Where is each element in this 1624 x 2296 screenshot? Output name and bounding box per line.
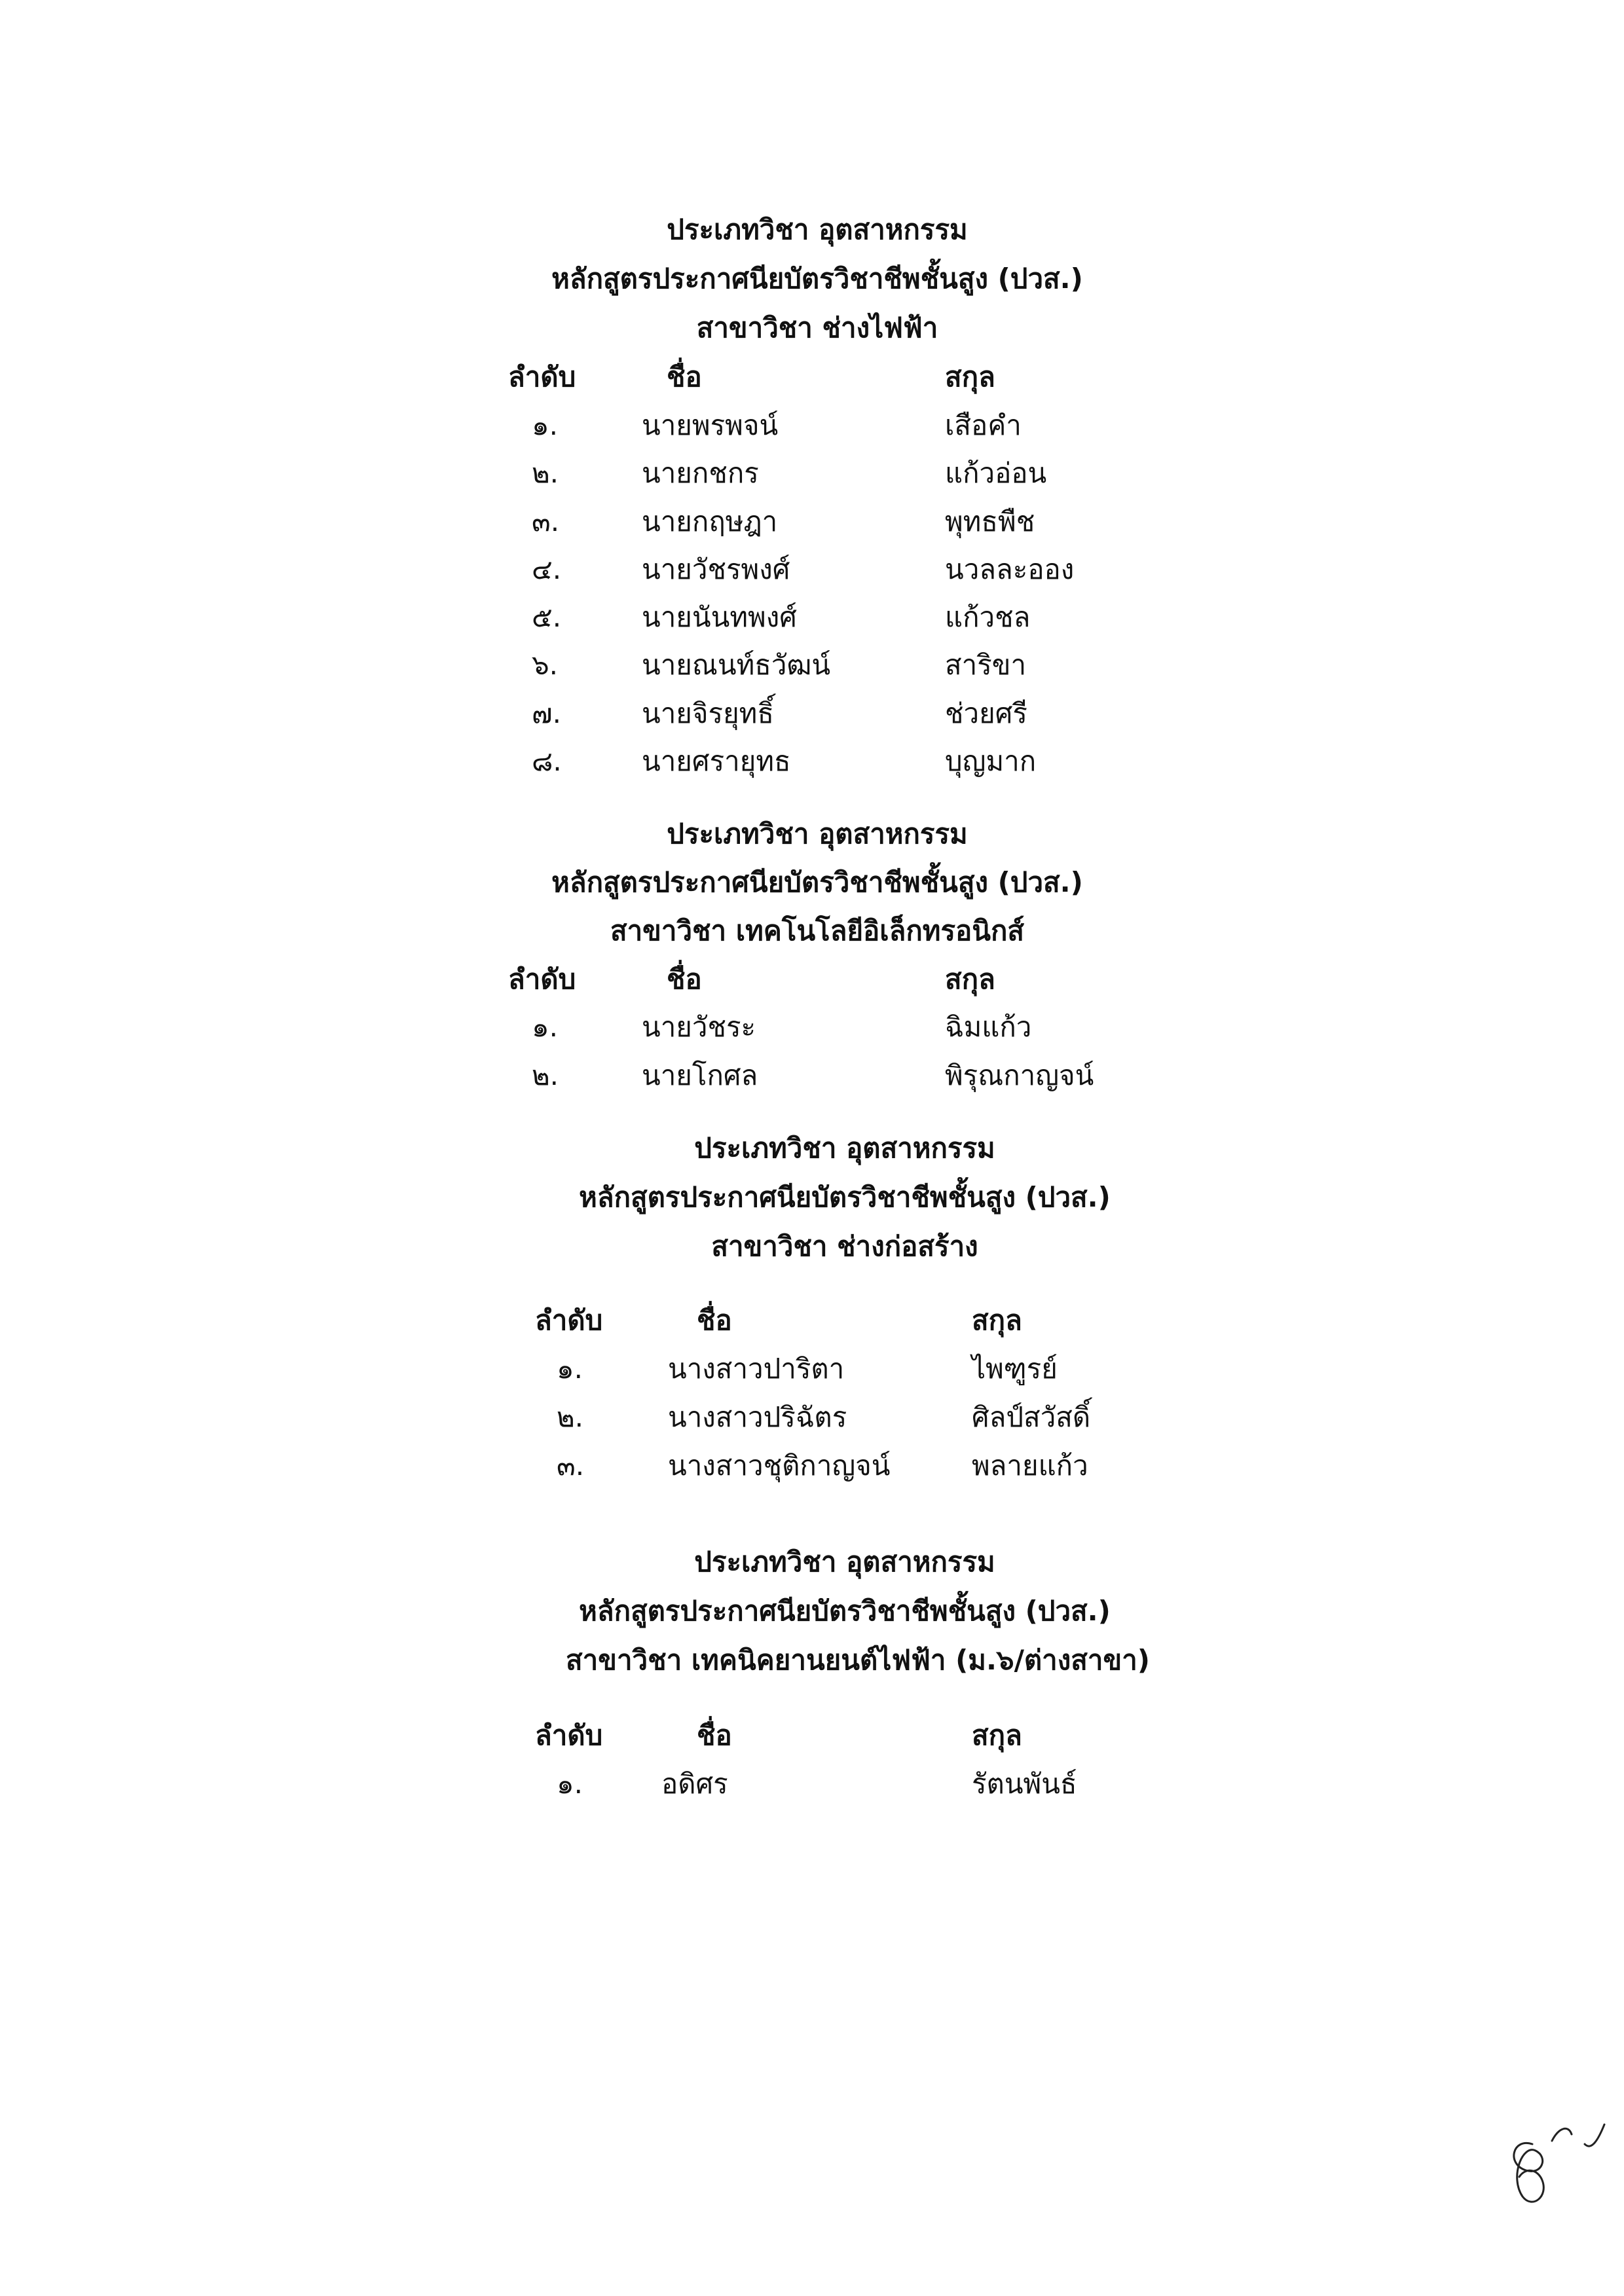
row-last-name: ไพฑูรย์ <box>972 1353 1058 1385</box>
program-heading: หลักสูตรประกาศนียบัตรวิชาชีพชั้นสูง (ปวส.) <box>551 866 1083 898</box>
program-heading: หลักสูตรประกาศนียบัตรวิชาชีพชั้นสูง (ปวส.) <box>579 1595 1111 1627</box>
row-first-name: นางสาวปริฉัตร <box>668 1401 847 1433</box>
handwritten-initials <box>1486 2105 1617 2216</box>
category-heading: ประเภทวิชา อุตสาหกรรม <box>694 1132 995 1164</box>
row-number: ๓. <box>532 505 560 538</box>
row-number: ๒. <box>557 1401 584 1433</box>
row-first-name: นางสาวชุติกาญจน์ <box>668 1449 891 1482</box>
row-number: ๖. <box>532 649 559 681</box>
row-last-name: บุญมาก <box>945 745 1037 777</box>
column-header-last-name: สกุล <box>972 1304 1022 1336</box>
row-first-name: นายจิรยุทธิ์ <box>642 697 775 729</box>
column-header-order: ลำดับ <box>508 963 576 995</box>
row-first-name: นายกชกร <box>642 457 759 489</box>
row-last-name: เสือคำ <box>945 409 1022 441</box>
column-header-first-name: ชื่อ <box>697 1304 732 1336</box>
row-first-name: นายณนท์ธวัฒน์ <box>642 649 831 681</box>
program-heading: หลักสูตรประกาศนียบัตรวิชาชีพชั้นสูง (ปวส.) <box>551 263 1083 295</box>
column-header-order: ลำดับ <box>535 1719 603 1751</box>
row-last-name: พิรุณกาญจน์ <box>945 1059 1094 1091</box>
major-heading: สาขาวิชา เทคโนโลยีอิเล็กทรอนิกส์ <box>610 915 1025 947</box>
row-last-name: ฉิมแก้ว <box>945 1011 1032 1043</box>
row-number: ๑. <box>557 1768 583 1800</box>
column-header-first-name: ชื่อ <box>667 963 702 995</box>
row-first-name: นายกฤษฎา <box>642 505 778 538</box>
row-number: ๒. <box>532 457 559 489</box>
row-number: ๘. <box>532 745 562 777</box>
row-first-name: นายวัชระ <box>642 1011 756 1043</box>
row-first-name: นายโกศล <box>642 1059 758 1091</box>
row-number: ๗. <box>532 697 561 729</box>
major-heading: สาขาวิชา เทคนิคยานยนต์ไฟฟ้า (ม.๖/ต่างสาขา) <box>566 1644 1150 1676</box>
row-number: ๒. <box>532 1059 559 1091</box>
row-number: ๑. <box>532 1011 559 1043</box>
column-header-first-name: ชื่อ <box>667 361 702 393</box>
row-last-name: สาริขา <box>945 649 1027 681</box>
row-last-name: พุทธพืช <box>945 505 1035 538</box>
row-first-name: นายศรายุทธ <box>642 745 791 777</box>
column-header-order: ลำดับ <box>535 1304 603 1336</box>
row-last-name: แก้วชล <box>945 601 1031 633</box>
category-heading: ประเภทวิชา อุตสาหกรรม <box>667 213 968 246</box>
column-header-first-name: ชื่อ <box>697 1719 732 1751</box>
major-heading: สาขาวิชา ช่างก่อสร้าง <box>711 1230 978 1262</box>
row-last-name: แก้วอ่อน <box>945 457 1047 489</box>
category-heading: ประเภทวิชา อุตสาหกรรม <box>667 818 968 850</box>
row-first-name: นายวัชรพงศ์ <box>642 553 790 585</box>
row-number: ๑. <box>532 409 559 441</box>
row-first-name: นางสาวปาริตา <box>668 1353 845 1385</box>
column-header-last-name: สกุล <box>972 1719 1022 1751</box>
row-first-name: นายพรพจน์ <box>642 409 779 441</box>
row-number: ๕. <box>532 601 562 633</box>
row-number: ๔. <box>532 553 562 585</box>
row-first-name: นายนันทพงศ์ <box>642 601 797 633</box>
column-header-order: ลำดับ <box>508 361 576 393</box>
row-first-name: อดิศร <box>661 1768 728 1800</box>
row-last-name: รัตนพันธ์ <box>972 1768 1077 1800</box>
row-last-name: นวลละออง <box>945 553 1075 585</box>
program-heading: หลักสูตรประกาศนียบัตรวิชาชีพชั้นสูง (ปวส.) <box>579 1181 1111 1213</box>
row-number: ๑. <box>557 1353 583 1385</box>
column-header-last-name: สกุล <box>945 361 995 393</box>
row-last-name: พลายแก้ว <box>972 1449 1088 1482</box>
major-heading: สาขาวิชา ช่างไฟฟ้า <box>696 312 938 344</box>
row-last-name: ช่วยศรี <box>945 697 1027 729</box>
row-number: ๓. <box>557 1449 585 1482</box>
column-header-last-name: สกุล <box>945 963 995 995</box>
category-heading: ประเภทวิชา อุตสาหกรรม <box>694 1546 995 1578</box>
row-last-name: ศิลป์สวัสดิ์ <box>972 1401 1091 1433</box>
